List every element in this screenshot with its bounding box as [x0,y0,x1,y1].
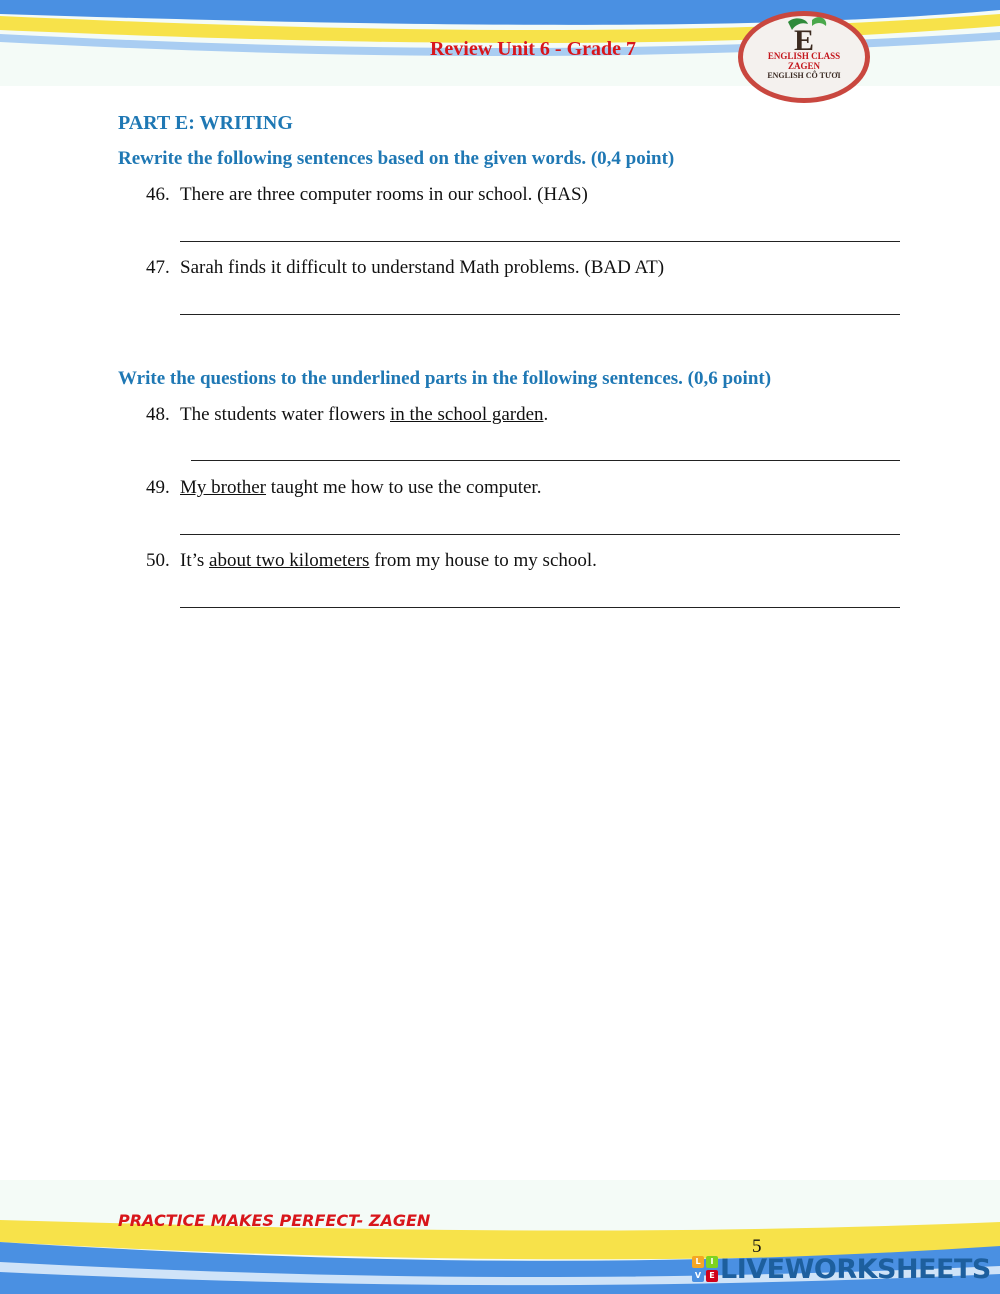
answer-line-46[interactable] [180,241,900,242]
underlined-part: about two kilometers [209,550,370,571]
answer-line-47[interactable] [180,314,900,315]
answer-line-50[interactable] [180,607,900,608]
question-number: 48. [146,404,170,425]
logo-text-secondary: ENGLISH CÔ TƯƠI [767,71,841,80]
brand-square: L [692,1256,704,1268]
answer-line-49[interactable] [180,534,900,535]
question-text-after: from my house to my school. [369,550,597,571]
question-46 [146,184,588,206]
underlined-part: in the school garden [390,404,544,425]
section-2-instruction: Write the questions to the underlined parts in the following sentences. (0,6 point) [118,368,772,389]
question-number: 50. [146,550,170,571]
document-title: Review Unit 6 - Grade 7 [429,38,637,60]
liveworksheets-logo[interactable] [692,1254,991,1284]
question-text-before: It’s [180,550,210,571]
question-49 [146,477,541,499]
brand-square: I [706,1256,718,1268]
answer-line-48[interactable] [191,460,900,461]
page-number: 5 [752,1236,762,1257]
question-48 [146,404,548,426]
logo-text-primary: ENGLISH CLASS ZAGEN [767,51,841,71]
question-50 [146,550,597,572]
question-text: Sarah finds it difficult to understand Math problems. (BAD AT) [180,257,665,278]
footer-motto: PRACTICE MAKES PERFECT- ZAGEN [118,1211,431,1230]
question-47 [146,257,664,279]
section-1-instruction: Rewrite the following sentences based on the given words. (0,4 point) [118,148,675,169]
question-number: 49. [146,477,170,498]
liveworksheets-wordmark: LIVEWORKSHEETS [720,1253,991,1285]
brand-square: E [706,1270,718,1282]
question-number: 47. [146,257,170,278]
part-title: PART E: WRITING [118,112,293,134]
liveworksheets-squares-icon [692,1256,718,1282]
question-text-before: The students water flowers [180,404,390,425]
question-text-after: . [543,404,549,425]
question-number: 46. [146,184,170,205]
question-text-after: taught me how to use the computer. [266,477,542,498]
question-text: There are three computer rooms in our school. (HAS) [180,184,588,205]
brand-square: V [692,1270,704,1282]
underlined-part: My brother [180,477,267,498]
logo-letter: E [793,24,815,57]
